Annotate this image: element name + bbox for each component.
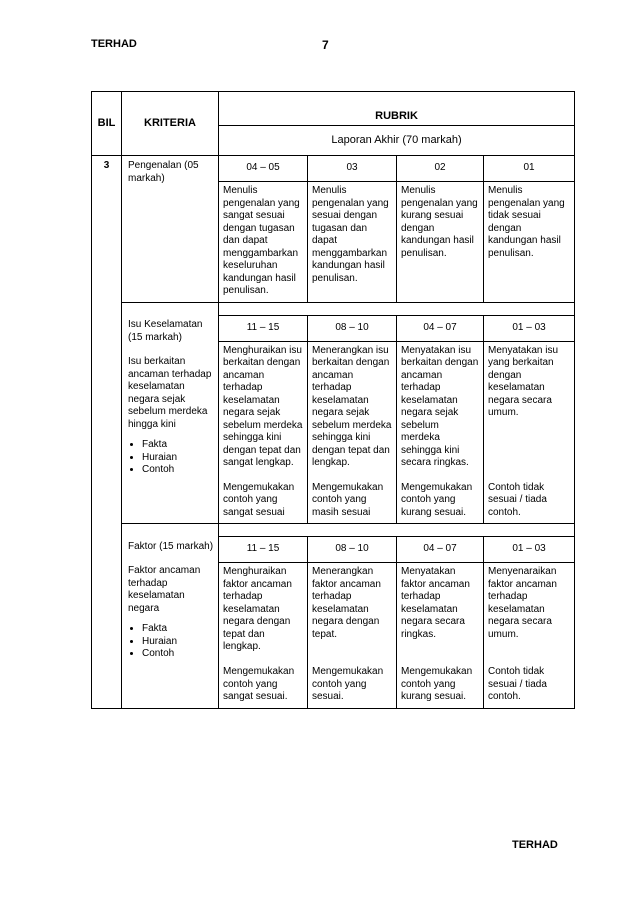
column-header-kriteria: KRITERIA [122,92,219,156]
header-classification: TERHAD [91,38,137,50]
example-note: Contoh tidak sesuai / tiada contoh. [488,481,547,518]
criterion-title: Faktor (15 markah) [128,540,214,552]
descriptor-cell [397,182,484,303]
page-number: 7 [322,38,329,52]
rubric-body [92,156,575,709]
score-band: 02 [397,156,484,182]
example-note: Mengemukakan contoh yang kurang sesuai. [401,666,473,702]
criterion-points [128,623,214,661]
row-number [92,537,122,709]
rubric-row [92,315,575,341]
descriptor-text: Menyenaraikan faktor ancaman terhadap keselamatan negara secara umum. [488,566,557,640]
descriptor-cell [219,182,308,303]
criterion-point: • Huraian [142,636,214,649]
criterion-description: Faktor ancaman terhadap keselamatan negara [128,565,201,614]
subheader-laporan: Laporan Akhir (70 markah) [219,126,575,156]
criterion-cell [122,315,219,524]
column-header-rubrik: RUBRIK [219,92,575,126]
criterion-point: • Contoh [142,648,214,661]
descriptor-cell [484,341,575,524]
descriptor-cell [397,563,484,709]
descriptor-text: Menghuraikan isu berkaitan dengan ancaman terhadap keselamatan negara sejak sebelum merdeka sehingga kini dengan tepat dan sangat lengkap. [223,344,303,468]
descriptor-text: Menulis pengenalan yang sesuai dengan tugasan dan dapat menggambarkan kandungan hasil penulisan. [312,185,389,284]
score-band: 01 – 03 [484,315,575,341]
criterion-cell [122,537,219,709]
score-band: 08 – 10 [308,315,397,341]
score-band: 03 [308,156,397,182]
score-band: 04 – 07 [397,315,484,341]
row-number [92,315,122,524]
descriptor-text: Menerangkan faktor ancaman terhadap keselamatan negara dengan tepat. [312,566,381,640]
descriptor-text: Menyatakan faktor ancaman terhadap keselamatan negara secara ringkas. [401,566,470,640]
example-note: Mengemukakan contoh yang sangat sesuai. [223,666,295,702]
criterion-title: Isu Keselamatan (15 markah) [128,319,203,343]
row-number: 3 [92,156,122,303]
descriptor-cell [308,341,397,524]
descriptor-text: Menulis pengenalan yang kurang sesuai dengan kandungan hasil penulisan. [401,185,478,259]
descriptor-text: Menulis pengenalan yang sangat sesuai dengan tugasan dan dapat menggambarkan keseluruhan kandungan hasil penulisan. [223,185,300,296]
descriptor-cell [219,341,308,524]
descriptor-cell [308,182,397,303]
example-note: Mengemukakan contoh yang kurang sesuai. [401,481,473,518]
score-band: 08 – 10 [308,537,397,563]
example-note: Mengemukakan contoh yang sangat sesuai [223,481,295,518]
footer-classification: TERHAD [512,839,558,851]
descriptor-text: Menyatakan isu berkaitan dengan ancaman terhadap keselamatan negara sejak sebelum merdeka sehingga kini secara ringkas. [401,344,479,468]
descriptor-text: Menerangkan isu berkaitan dengan ancaman terhadap keselamatan negara sejak sebelum merdeka sehingga kini dengan tepat dan lengkap. [312,344,392,468]
criterion-point: • Fakta [142,623,214,636]
descriptor-text: Menghuraikan faktor ancaman terhadap keselamatan negara dengan tepat dan lengkap. [223,566,292,652]
example-note: Contoh tidak sesuai / tiada contoh. [488,666,547,702]
criterion-points [128,439,214,477]
criterion-description: Isu berkaitan ancaman terhadap keselamatan negara sejak sebelum merdeka hingga kini [128,356,212,430]
rubric-row [92,156,575,182]
descriptor-text: Menulis pengenalan yang tidak sesuai dengan kandungan hasil penulisan. [488,185,565,259]
score-band: 01 [484,156,575,182]
criterion-cell [122,156,219,303]
criterion-point: • Contoh [142,464,214,477]
descriptor-cell [397,341,484,524]
score-band: 04 – 05 [219,156,308,182]
score-band: 04 – 07 [397,537,484,563]
descriptor-cell [484,182,575,303]
score-band: 11 – 15 [219,315,308,341]
criterion-point: • Huraian [142,452,214,465]
score-band: 01 – 03 [484,537,575,563]
example-note: Mengemukakan contoh yang masih sesuai [312,481,384,518]
rubric-row [92,537,575,563]
example-note: Mengemukakan contoh yang sesuai. [312,666,384,702]
column-header-bil: BIL [92,92,122,156]
descriptor-text: Menyatakan isu yang berkaitan dengan keselamatan negara secara umum. [488,344,559,418]
criterion-title: Pengenalan (05 markah) [128,160,199,184]
descriptor-cell [219,563,308,709]
descriptor-cell [308,563,397,709]
criterion-point: • Fakta [142,439,214,452]
descriptor-cell [484,563,575,709]
rubric-table [91,91,575,709]
score-band: 11 – 15 [219,537,308,563]
